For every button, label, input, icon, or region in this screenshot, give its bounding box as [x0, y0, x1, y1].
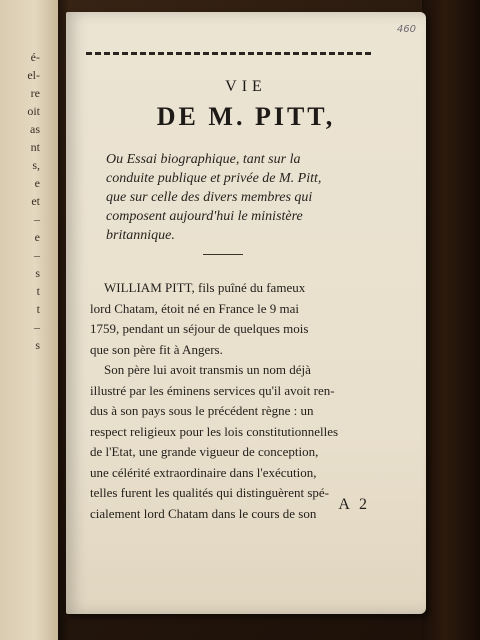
left-fragment: t: [36, 302, 40, 316]
heading-vie: VIE: [225, 78, 267, 95]
left-fragment: s: [35, 338, 40, 352]
subtitle-line: que sur celle des divers membres qui: [106, 190, 313, 205]
body-line: Son père lui avoit transmis un nom déjà: [104, 362, 311, 377]
left-page-edge: [0, 0, 58, 640]
body-line: 1759, pendant un séjour de quelques mois: [90, 321, 309, 336]
section-divider: [203, 254, 243, 255]
signature-mark: A 2: [338, 496, 370, 513]
page-title: DE M. PITT,: [156, 102, 336, 131]
subtitle-line: Ou Essai biographique, tant sur la: [106, 152, 301, 167]
book-cover-board: [422, 0, 480, 640]
left-fragment: –: [34, 248, 40, 262]
left-fragment: e: [34, 230, 40, 244]
left-fragment: s,: [32, 158, 40, 172]
left-fragment: el-: [27, 68, 40, 82]
pencil-page-number: 460: [396, 24, 416, 35]
left-fragment: é-: [30, 50, 40, 64]
book-page: [66, 12, 426, 614]
body-line: de l'Etat, une grande vigueur de conception,: [90, 444, 319, 459]
body-line: que son père fit à Angers.: [90, 341, 223, 357]
left-fragment: e: [34, 176, 40, 190]
left-fragment: s: [35, 266, 40, 280]
body-line: WILLIAM PITT, fils puîné du fameux: [104, 280, 306, 295]
left-fragment: nt: [30, 140, 40, 154]
subtitle: [106, 150, 386, 245]
body-line: respect religieux pour les lois constitutionnelles: [90, 423, 339, 439]
ornamental-rule: [86, 52, 372, 55]
body-line: une célérité extraordinaire dans l'exécution,: [90, 464, 317, 480]
subtitle-line: composent aujourd'hui le ministère: [106, 209, 303, 224]
left-fragment: re: [30, 86, 40, 100]
subtitle-line: britannique.: [106, 228, 175, 243]
body-line: illustré par les éminens services qu'il avoit ren-: [90, 382, 335, 398]
left-page-text-fragments: [0, 48, 40, 354]
left-fragment: t: [36, 284, 40, 298]
body-line: telles furent les qualités qui distinguèrent spé-: [90, 485, 329, 500]
body-line: cialement lord Chatam dans le cours de son: [90, 505, 317, 521]
left-fragment: as: [30, 122, 40, 136]
left-fragment: oit: [27, 104, 40, 118]
left-fragment: et: [31, 194, 40, 208]
left-fragment: –: [34, 320, 40, 334]
body-line: lord Chatam, étoit né en France le 9 mai: [90, 300, 300, 316]
body-text: [90, 278, 390, 524]
left-fragment: –: [34, 212, 40, 226]
body-line: dus à son pays sous le précédent règne : un: [90, 403, 314, 418]
subtitle-line: conduite publique et privée de M. Pitt,: [106, 171, 322, 186]
